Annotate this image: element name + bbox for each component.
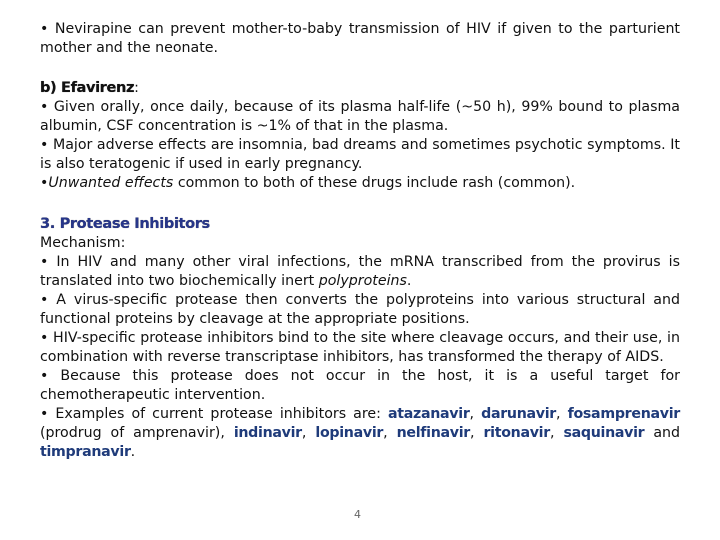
drug-atazanavir: atazanavir — [387, 406, 470, 422]
drug-tipranavir: timpranavir — [40, 444, 131, 460]
bullet-1-text: • In HIV and many other viral infections, the mRNA transcribed from the provirus is translated into two biochemically inert — [40, 254, 680, 289]
drug-fosamprenavir: fosamprenavir — [567, 406, 680, 422]
unwanted-effects-emphasis: Unwanted effects — [48, 175, 174, 191]
spacer — [40, 58, 680, 78]
protease-bullet-1 — [40, 253, 680, 291]
efavirenz-heading-line — [40, 78, 680, 98]
mechanism-label: Mechanism: — [40, 235, 126, 251]
page-number: 4 — [354, 508, 361, 521]
drug-saquinavir: saquinavir — [563, 425, 645, 441]
comma: , — [469, 425, 484, 441]
drug-nelfinavir: nelfinavir — [396, 425, 470, 441]
protease-bullet-4: • Because this protease does not occur in the host, it is a useful target for chemotherapeutic intervention. — [40, 368, 680, 403]
polyproteins-emphasis: polyproteins — [318, 273, 407, 289]
final-period: . — [130, 444, 136, 460]
protease-bullet-3: • HIV-specific protease inhibitors bind to the site where cleavage occurs, and their use, in combination with reverse transcriptase inhibitors, has transformed the therapy of AIDS. — [40, 330, 680, 365]
drug-lopinavir: lopinavir — [315, 425, 384, 441]
bullet-marker: • — [40, 175, 49, 191]
bullet-1-period: . — [406, 273, 412, 289]
heading-colon: : — [134, 80, 139, 96]
efavirenz-bullet-1: • Given orally, once daily, because of its plasma half-life (~50 h), 99% bound to plasma albumin, CSF concentration is ~1% of that in the plasma. — [40, 99, 680, 134]
efavirenz-bullet-2: • Major adverse effects are insomnia, bad dreams and sometimes psychotic symptoms. It is also teratogenic if used in early pregnancy. — [40, 137, 680, 172]
comma: , — [469, 406, 482, 422]
protease-heading-line — [40, 214, 680, 234]
comma: , — [556, 406, 568, 422]
examples-intro: • Examples of current protease inhibitors are: — [40, 406, 388, 422]
spacer — [40, 193, 680, 214]
drug-indinavir: indinavir — [233, 425, 302, 441]
protease-examples — [40, 405, 680, 462]
efavirenz-bullet-3 — [40, 174, 680, 193]
comma: , — [383, 425, 397, 441]
protease-bullet-2: • A virus-specific protease then converts the polyproteins into various structural and functional proteins by cleavage at the appropriate positions. — [40, 292, 680, 327]
slide-content — [40, 20, 680, 462]
prodrug-note: (prodrug of amprenavir), — [40, 425, 234, 441]
and-word: and — [644, 425, 681, 441]
efavirenz-heading: b) Efavirenz — [40, 79, 135, 96]
nevirapine-paragraph: • Nevirapine can prevent mother-to-baby transmission of HIV if given to the parturient mother and the neonate. — [40, 21, 680, 56]
bullet-3-text: common to both of these drugs include rash (common). — [173, 175, 576, 191]
protease-inhibitors-heading: 3. Protease Inhibitors — [40, 215, 210, 232]
drug-ritonavir: ritonavir — [483, 425, 550, 441]
comma: , — [549, 425, 564, 441]
comma: , — [301, 425, 316, 441]
drug-darunavir: darunavir — [481, 406, 557, 422]
